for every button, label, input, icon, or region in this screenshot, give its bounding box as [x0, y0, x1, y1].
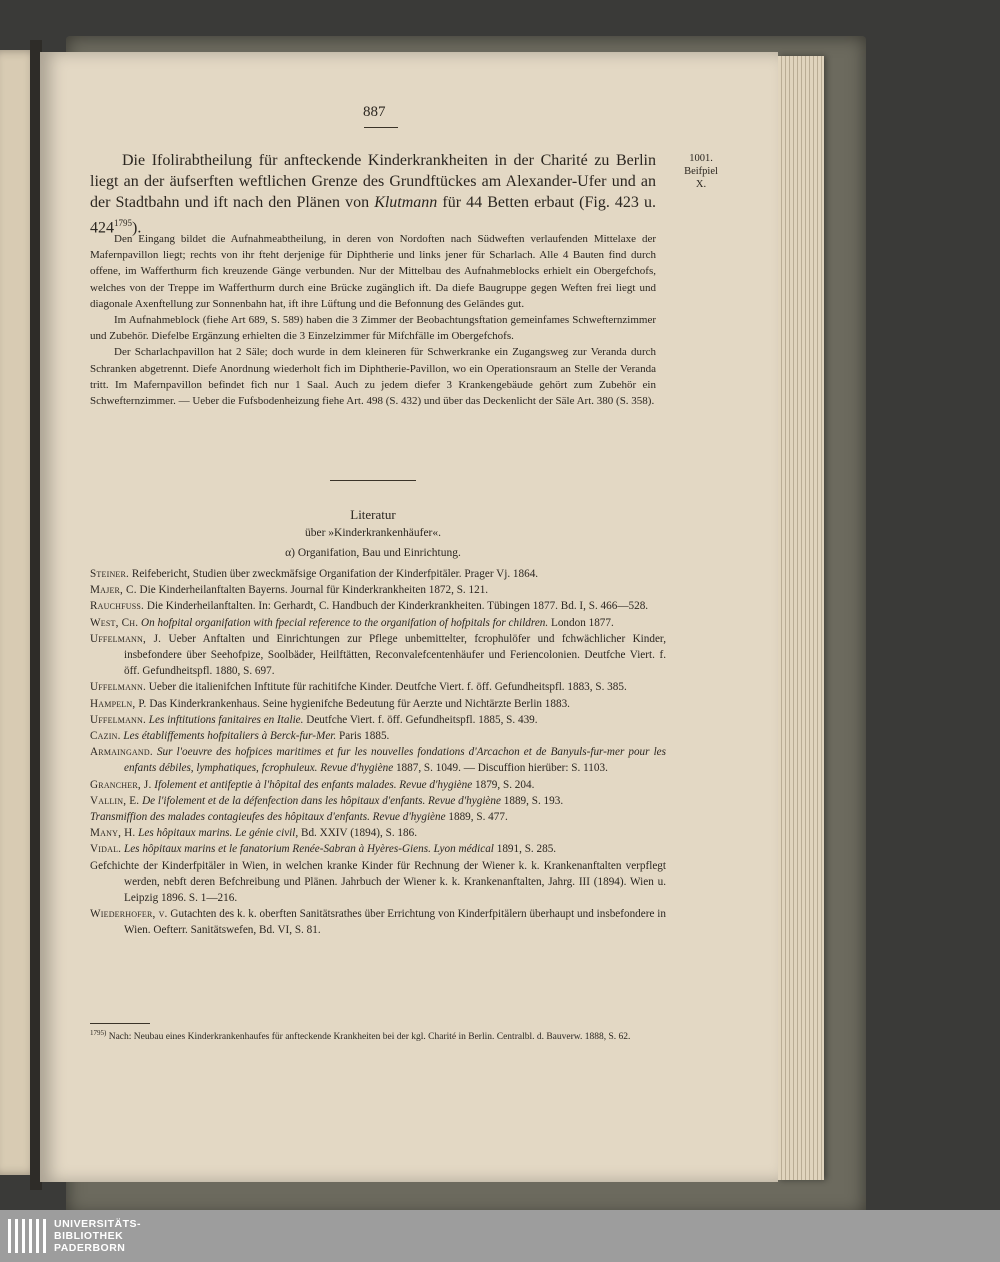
reference-entry — [90, 696, 666, 712]
reference-title: De l'ifolement et de la défenfection dans les hôpitaux d'enfants. Revue d'hygiène — [142, 794, 501, 807]
reference-entry — [90, 744, 666, 776]
reference-author: Vidal. — [90, 843, 122, 856]
reference-text: Ueber Anftalten und Einrichtungen zur Pflege unbemittelter, fcrophulöfer und fchwächlicher Kinder, insbefondere über Seehofpize, Soolbäder, Heilftätten, Reconvalefcentenhäufer und Feriencolonien. Deutfche Viert. f. öff. Gefundheitspfl. 1880, S. 697. — [124, 632, 666, 678]
reference-entry — [90, 825, 666, 841]
margin-note-numeral: X. — [695, 179, 707, 190]
reference-author: Majer, C. — [90, 584, 137, 597]
reference-author: Uffelmann. — [90, 681, 146, 694]
reference-text: Die Kinderheilanftalten. In: Gerhardt, C. Handbuch der Kinderkrankheiten. Tübingen 1877. Bd. I, S. 466—528. — [144, 600, 649, 613]
reference-entry — [90, 841, 666, 857]
reference-entry — [90, 615, 666, 631]
reference-title: Ifolement et antifeptie à l'hôpital des enfants malades. Revue d'hygiène — [154, 778, 473, 791]
reference-entry — [90, 809, 666, 825]
reference-text: Gutachten des k. k. oberften Sanitätsrathes über Errichtung von Kinderfpitälern überhaupt und insbefondere in Wien. Oefterr. Sanitätswefen, Bd. VI, S. 81. — [124, 908, 666, 937]
reference-title: On hofpital organifation with fpecial reference to the organifation of hofpitals for children. — [141, 616, 549, 629]
library-logo-text — [54, 1218, 141, 1254]
reference-details: Deutfche Viert. f. öff. Gefundheitspfl. 1885, S. 439. — [303, 713, 538, 726]
literature-section: α) Organifation, Bau und Einrichtung. — [285, 547, 461, 559]
reference-details: 1889, S. 477. — [445, 811, 508, 824]
library-footer — [0, 1210, 1000, 1262]
body-paragraph: Im Aufnahmeblock (fiehe Art 689, S. 589) haben die 3 Zimmer der Beobachtungsftation gemeinfames Schwefternzimmer und Zubehör. Diefelbe Ergänzung erhielten die 3 Einzelzimmer für Mifchfälle im Obergefchofs. — [90, 314, 656, 343]
reference-details: 1889, S. 193. — [500, 794, 564, 807]
reference-author: Armaingand. — [90, 746, 153, 759]
reference-author: Cazin. — [90, 730, 121, 743]
reference-details: 1879, S. 204. — [472, 778, 535, 791]
reference-entry — [90, 728, 666, 744]
reference-text: Die Kinderheilanftalten Bayerns. Journal für Kinderkrankheiten 1872, S. 121. — [136, 584, 489, 597]
reference-list — [90, 566, 666, 939]
reference-details: London 1877. — [548, 616, 614, 629]
page-edges — [778, 56, 824, 1180]
reference-author: Many, H. — [90, 827, 136, 840]
body-paragraph: Den Eingang bildet die Aufnahmeabtheilung, in deren von Nordoften nach Südweften verlaufenden Mittelaxe der Mafernpavillon liegt; rechts von ihr fteht derjenige für Diphtherie und links jener für Scharlach. Alle 4 Bauten find durch offene, im Wafferthurm fich kreuzende Gänge verbunden. Nur der Mittelbau des Aufnahmeblocks erhielt ein Obergefchofs, welches von der Treppe im Wafferthurm durch eine Brücke zugänglich ift. Da diefe Baugruppe gegen Weften frei liegt und diagonale Axenftellung zur Sonnenbahn hat, ift ihre Lüftung und die Befonnung des Geländes gut. — [90, 233, 656, 310]
reference-entry — [90, 858, 666, 907]
logo-line: UNIVERSITÄTS- — [54, 1218, 142, 1230]
reference-title: Les hôpitaux marins. Le génie civil, — [138, 827, 299, 840]
body-text — [90, 231, 656, 409]
reference-author: Steiner. — [90, 568, 130, 580]
reference-details: 1887, S. 1049. — Discuffion hierüber: S. 1103. — [393, 762, 608, 775]
reference-title: Les établiffements hofpitaliers à Berck-fur-Mer. — [123, 730, 337, 743]
reference-details: 1891, S. 285. — [493, 843, 557, 856]
literature-title: Literatur — [350, 507, 396, 522]
reference-title: Transmiffion des malades contagieufes des hôpitaux d'enfants. Revue d'hygiène — [90, 811, 446, 824]
logo-line: BIBLIOTHEK — [54, 1230, 124, 1242]
footnote-rule — [90, 1023, 150, 1024]
reference-author: Uffelmann. — [90, 713, 146, 726]
reference-text: Ueber die italienifchen Inftitute für rachitifche Kinder. Deutfche Viert. f. öff. Gefundheitspfl. 1883, S. 385. — [146, 681, 627, 694]
margin-note-label: Beifpiel — [684, 166, 718, 177]
reference-author: Uffelmann, J. — [90, 632, 162, 645]
reference-author: West, Ch. — [90, 616, 139, 629]
reference-text: Gefchichte der Kinderfpitäler in Wien, in welchen kranke Kinder für Rechnung der Wiener k. k. Krankenanftalten verpflegt werden, nebft deren Befchreibung und Plänen. Jahrbuch der Wiener k. k. Krankenanftalten, Jahrg. III (1894). Wien u. Leipzig 1896. S. 1—216. — [90, 859, 666, 905]
library-logo-icon — [6, 1215, 48, 1257]
section-divider — [330, 480, 416, 481]
reference-entry — [90, 712, 666, 728]
intro-paragraph — [90, 150, 656, 238]
margin-note — [666, 152, 736, 191]
page-number-rule — [364, 127, 398, 128]
reference-author: Grancher, J. — [90, 778, 152, 791]
logo-line: PADERBORN — [54, 1242, 126, 1254]
margin-note-number: 1001. — [689, 153, 713, 164]
body-paragraph: Der Scharlachpavillon hat 2 Säle; doch wurde in dem kleineren für Schwerkranke ein Zugangsweg zur Veranda durch Schranken abgetrennt. Diefe Anordnung wiederholt fich im Diphtherie-Pavillon, wo ein Operationsraum an Stelle der Veranda tritt. Im Mafernpavillon befindet fich nur 1 Saal. Auch zu jedem diefer 3 Krankengebäude gehört zum Zubehör ein Schwefternzimmer. — Ueber die Fufsbodenheizung fiehe Art. 498 (S. 432) und über das Deckenlicht der Säle Art. 380 (S. 358). — [90, 346, 656, 408]
reference-text: Reifebericht, Studien über zweckmäfsige Organifation der Kinderfpitäler. Prager Vj. 1864. — [129, 568, 539, 580]
reference-entry — [90, 582, 666, 598]
reference-title: Les hôpitaux marins et le fanatorium Renée-Sabran à Hyères-Giens. Lyon médical — [123, 843, 494, 856]
reference-entry — [90, 631, 666, 680]
footnote-mark: 1795) — [90, 1029, 107, 1037]
intro-architect: Klutmann — [374, 194, 438, 211]
reference-title: Les inftitutions fanitaires en Italie. — [148, 713, 304, 726]
intro-text: Die Ifolirabtheilung für anfteckende Kinderkrankheiten in der Charité zu Berlin liegt an der äufserften weftlichen Grenze des Grundftückes am Alexander-Ufer und an der Stadtbahn und ift nach den Plänen von — [90, 152, 656, 211]
reference-text: Das Kinderkrankenhaus. Seine hygienifche Bedeutung für Aerzte und Nichtärzte Berlin 1883. — [146, 697, 570, 710]
reference-entry — [90, 598, 666, 614]
footnote — [90, 1026, 666, 1045]
reference-title: Sur l'oeuvre des hofpices maritimes et fur les nouvelles fondations d'Arcachon et de Banyuls-fur-mer pour les enfants débiles, lymphatiques, fcrophuleux. Revue d'hygiène — [124, 746, 667, 775]
reference-entry — [90, 679, 666, 695]
reference-entry — [90, 777, 666, 793]
literature-subtitle: über »Kinderkrankenhäufer«. — [304, 527, 442, 539]
reference-author: Hampeln, P. — [90, 697, 147, 710]
reference-author: Vallin, E. — [90, 794, 140, 807]
intro-close: ). — [132, 219, 142, 237]
reference-details: Bd. XXIV (1894), S. 186. — [298, 827, 418, 840]
reference-author: Wiederhofer, v. — [90, 908, 168, 921]
intro-text-end: für 44 Betten erbaut (Fig. 423 u. 424 — [90, 194, 656, 237]
page-number: 887 — [363, 104, 386, 120]
reference-entry — [90, 906, 666, 938]
reference-entry — [90, 793, 666, 809]
footnote-text: Nach: Neubau eines Kinderkrankenhaufes für anfteckende Krankheiten bei der kgl. Charité in Berlin. Centralbl. d. Bauverw. 1888, S. 62. — [106, 1032, 631, 1043]
reference-entry — [90, 566, 666, 582]
intro-footnote-mark: 1795 — [114, 218, 132, 228]
reference-details: Paris 1885. — [336, 730, 390, 743]
reference-author: Rauchfuss. — [90, 600, 145, 613]
